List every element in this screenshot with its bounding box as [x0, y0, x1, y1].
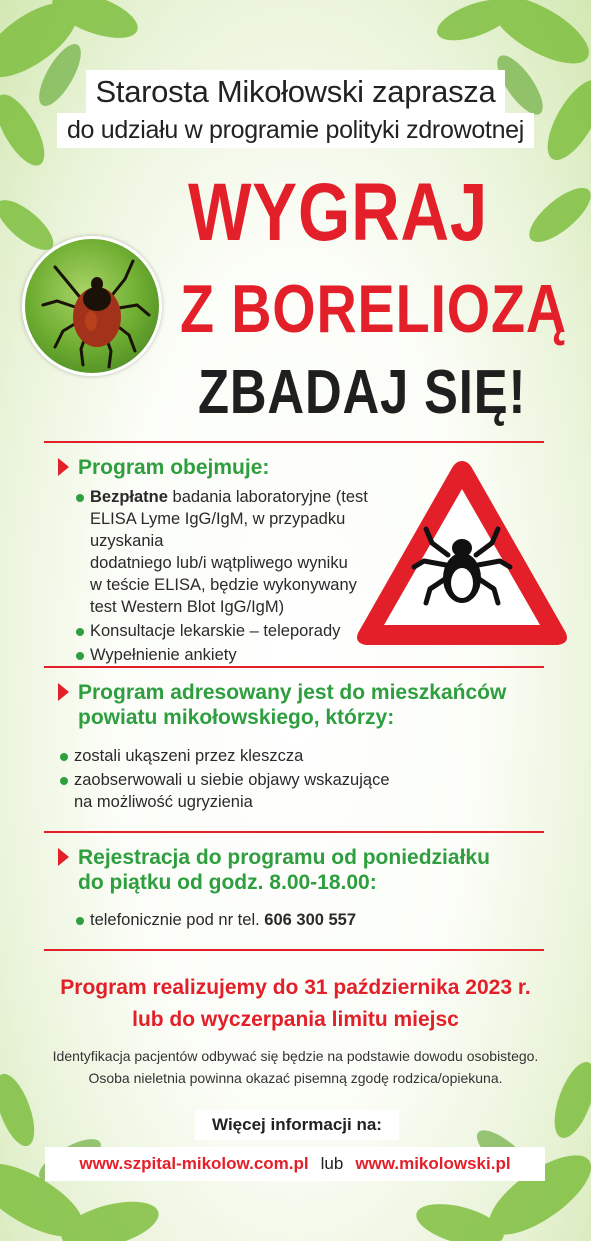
consent-note: Osoba nieletnia powinna okazać pisemną zgodę rodzica/opiekuna. [88, 1070, 503, 1086]
more-info-label: Więcej informacji na: [195, 1110, 399, 1140]
list-item-text: zostali ukąszeni przez kleszcza [74, 747, 304, 765]
program-deadline: Program realizujemy do 31 października 2023 r. [60, 976, 531, 999]
list-item [58, 745, 478, 767]
divider [44, 441, 544, 443]
links-bar [45, 1147, 545, 1181]
divider [44, 666, 544, 668]
county-link[interactable]: www.mikolowski.pl [355, 1154, 511, 1173]
list-item-line: dodatniego lub/i wątpliwego wyniku [90, 554, 348, 572]
tick-warning-sign-icon [352, 455, 572, 650]
list-item-text: zaobserwowali u siebie objawy wskazujące [74, 771, 390, 789]
arrow-bullet-icon [58, 683, 69, 701]
invitation-line [0, 113, 591, 148]
list-item-text: Konsultacje lekarskie – teleporady [90, 622, 341, 640]
arrow-bullet-icon [58, 848, 69, 866]
section-heading-text: Program obejmuje: [78, 456, 270, 479]
list-item-text: Wypełnienie ankiety [90, 646, 237, 664]
list-item-line: ELISA Lyme IgG/IgM, w przypadku uzyskania [90, 510, 346, 550]
list-item-line: test Western Blot IgG/IgM) [90, 598, 285, 616]
arrow-bullet-icon [58, 458, 69, 476]
section-heading-text: powiatu mikołowskiego, którzy: [78, 706, 395, 730]
section-heading-text: Program adresowany jest do mieszkańców [78, 681, 507, 704]
list-item-text: badania laboratoryjne (test [167, 488, 368, 506]
headline-wygraj: WYGRAJ [188, 167, 489, 258]
invitation-text: do udziału w programie polityki zdrowotnej [57, 113, 534, 148]
list-item-bold: Bezpłatne [90, 488, 168, 506]
section-program-includes-heading [58, 455, 269, 480]
tick-illustration [25, 239, 162, 376]
list-item [74, 909, 474, 931]
identification-note: Identyfikacja pacjentów odbywać się będzie na podstawie dowodu osobistego. [52, 1048, 539, 1064]
organizer-line [0, 70, 591, 114]
list-item-line: na możliwość ugryzienia [74, 793, 253, 811]
phone-label: telefonicznie pod nr tel. [90, 911, 265, 929]
headline-z-borelioza: Z BORELIOZĄ [180, 271, 567, 347]
phone-number[interactable]: 606 300 557 [264, 911, 357, 929]
organizer-text: Starosta Mikołowski zaprasza [86, 70, 506, 114]
section-heading-text: Rejestracja do programu od poniedziałku [78, 846, 490, 869]
divider [44, 831, 544, 833]
section-heading-text: do piątku od godz. 8.00-18.00: [78, 871, 377, 895]
list-item [74, 486, 374, 618]
list-item [74, 620, 374, 642]
section-registration-heading [58, 845, 490, 895]
program-includes-list [74, 486, 374, 666]
list-item [58, 769, 478, 813]
or-text: lub [320, 1154, 344, 1173]
program-limit: lub do wyczerpania limitu miejsc [132, 1008, 459, 1031]
headline-zbadaj-sie: ZBADAJ SIĘ! [198, 358, 527, 427]
hospital-link[interactable]: www.szpital-mikolow.com.pl [79, 1154, 309, 1173]
tick-photo-icon [22, 236, 162, 376]
section-target-group-heading [58, 680, 506, 730]
list-item-line: w teście ELISA, będzie wykonywany [90, 576, 357, 594]
target-group-list [58, 745, 478, 813]
divider [44, 949, 544, 951]
list-item [74, 644, 374, 666]
registration-list [74, 909, 474, 931]
